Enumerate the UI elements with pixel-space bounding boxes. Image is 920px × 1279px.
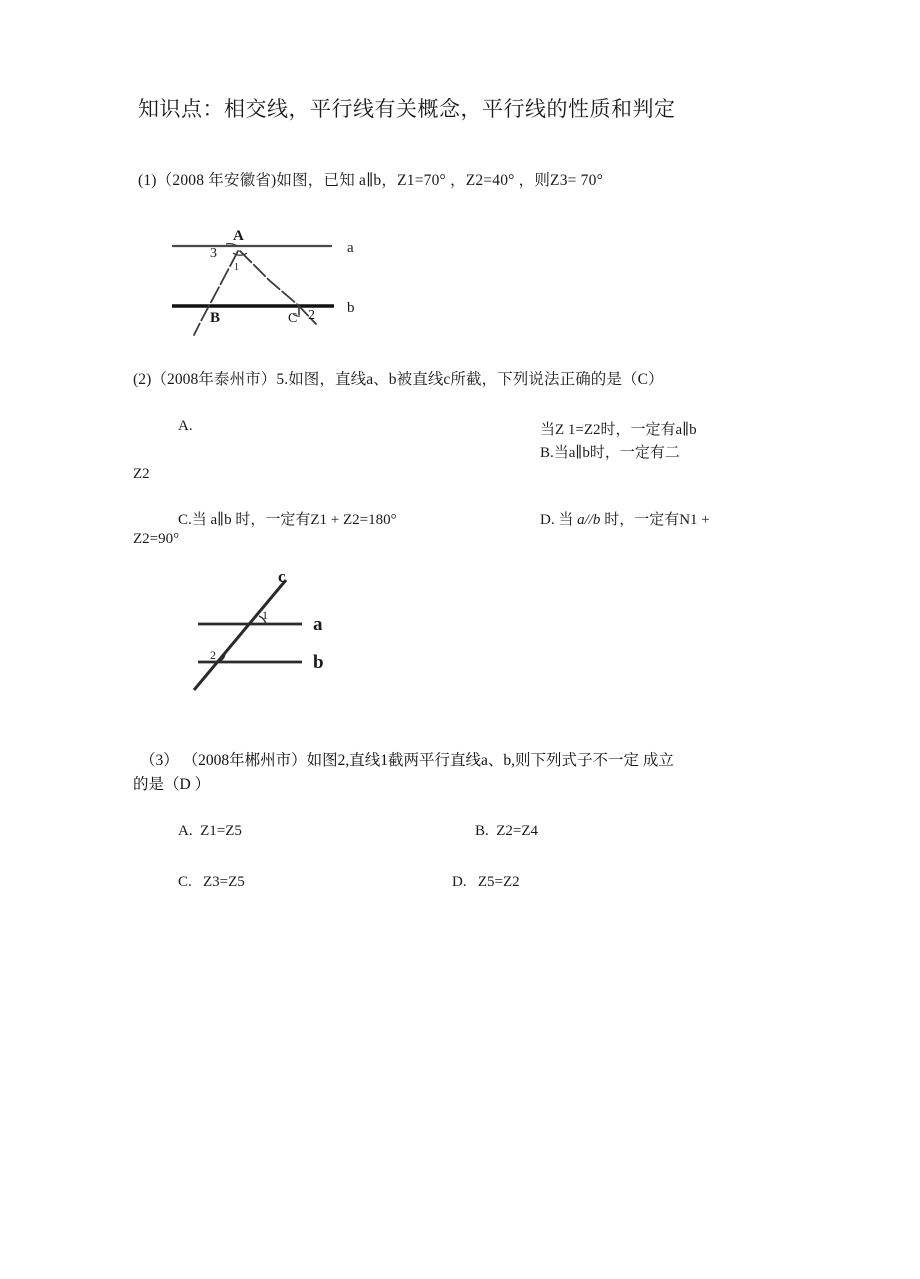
question-2-option-d-prefix: D. 当	[540, 512, 578, 528]
question-3-option-d	[452, 874, 520, 891]
question-3-stem-line-2: 的是（D ）	[133, 776, 211, 793]
question-2-option-d-wrap: Z2=90°	[133, 531, 180, 547]
page-title: 知识点：相交线，平行线有关概念，平行线的性质和判定	[138, 97, 676, 121]
line-c	[194, 580, 286, 690]
line-label-a: a	[313, 614, 323, 635]
question-3-option-c-key: C.	[178, 874, 192, 890]
question-3-option-d-text: Z5=Z2	[477, 874, 520, 890]
question-2-option-d-text	[540, 508, 710, 529]
question-2-option-a-marker: A.	[178, 418, 193, 434]
question-3-option-a	[178, 823, 242, 840]
question-3-option-c-text: Z3=Z5	[203, 874, 245, 890]
question-2-option-d-suffix: 时，一定有N1 +	[600, 512, 710, 528]
line-label-b: b	[347, 300, 355, 316]
point-label-C: C	[288, 311, 298, 326]
angle-label-1: 1	[262, 608, 268, 622]
point-label-B: B	[210, 310, 221, 326]
question-3-option-d-key: D.	[452, 874, 467, 890]
question-2-option-c-text: C.当 a∥b 时，一定有Z1 + Z2=180°	[178, 512, 397, 528]
question-3-option-b	[475, 823, 538, 840]
question-2-option-a-text: 当Z 1=Z2时，一定有a∥b	[540, 422, 697, 438]
figure-question-1	[160, 215, 390, 340]
angle-label-1: 1	[234, 262, 239, 273]
line-label-c: c	[278, 567, 286, 586]
point-label-A: A	[233, 228, 244, 244]
angle-label-2: 2	[308, 308, 315, 323]
figure-question-2	[180, 568, 345, 698]
question-2-option-d-italic: a//b	[577, 512, 601, 528]
question-1-stem: (1)（2008 年安徽省)如图，已知 a∥b，Z1=70° ，Z2=40° ，则Z3= 70°	[138, 172, 603, 189]
question-3-stem-line-1: （3） （2008年郴州市）如图2,直线1截两平行直线a、b,则下列式子不一定 成立	[140, 752, 674, 769]
segment-AC	[240, 251, 316, 324]
question-2-stem: (2)（2008年泰州市）5.如图，直线a、b被直线c所截，下列说法正确的是（C）	[133, 371, 664, 388]
angle-label-3: 3	[210, 246, 217, 261]
question-2-option-b-text: B.当a∥b时，一定有二	[540, 445, 680, 461]
question-2-option-b-wrap: Z2	[133, 466, 150, 482]
question-3-option-b-text: Z2=Z4	[496, 823, 539, 839]
question-3-option-a-key: A.	[178, 823, 193, 839]
question-3-option-a-text: Z1=Z5	[200, 823, 242, 839]
question-3-option-b-key: B.	[475, 823, 489, 839]
question-3-option-c	[178, 874, 245, 891]
line-label-b: b	[313, 652, 324, 673]
angle-label-2: 2	[210, 648, 216, 662]
angle-1-arc	[233, 253, 247, 255]
line-label-a: a	[347, 240, 354, 256]
